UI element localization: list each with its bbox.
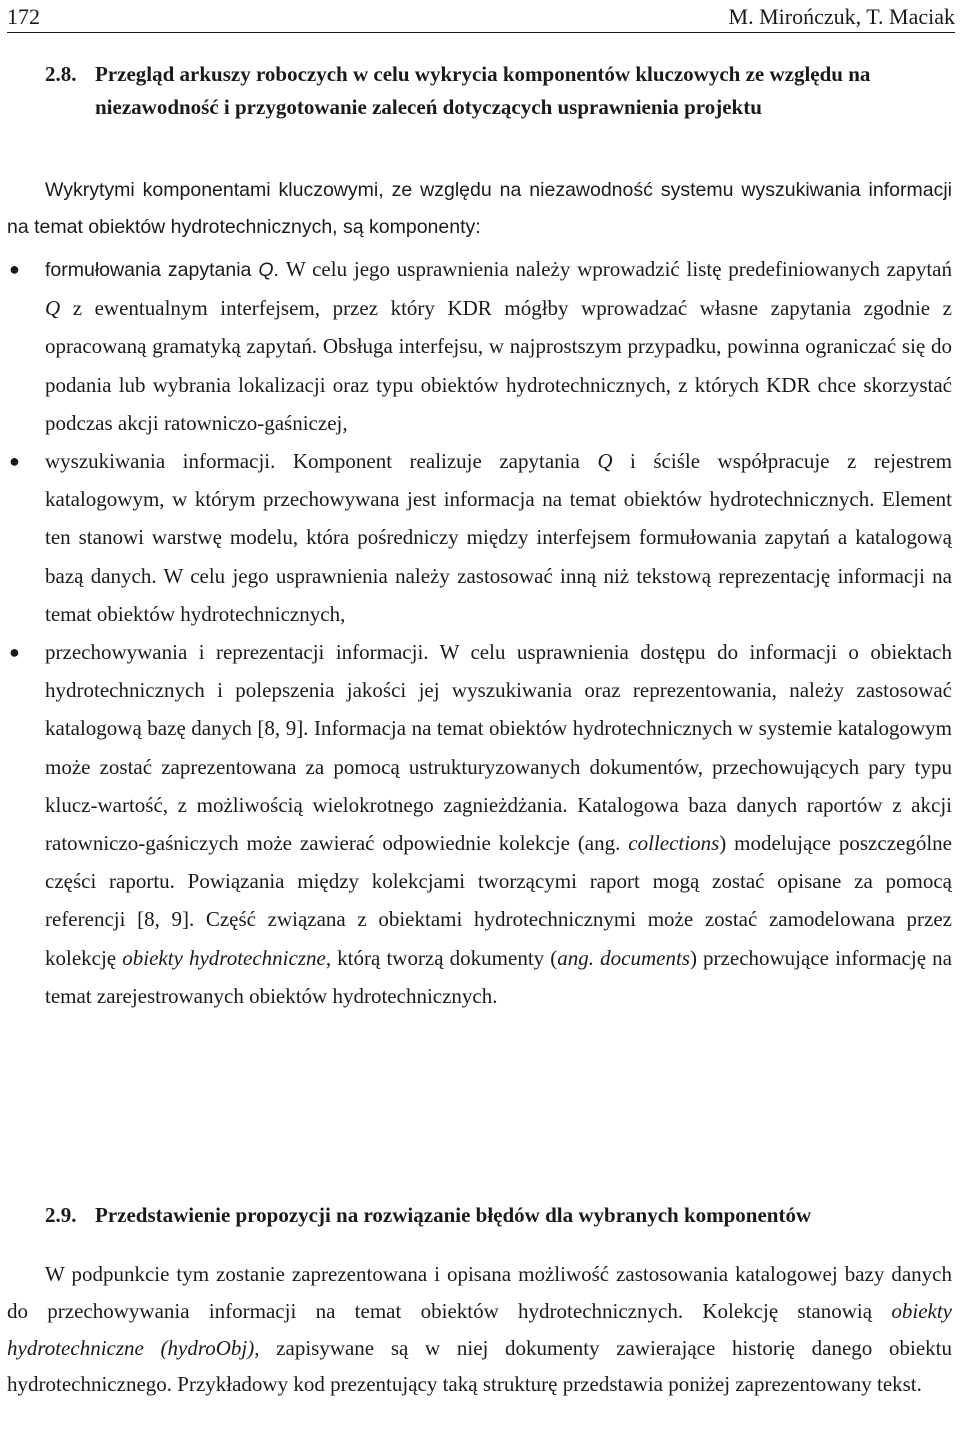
bullet-icon: ●: [9, 451, 20, 472]
key-components-list: [9, 250, 952, 1015]
section-intro-paragraph: Wykrytymi komponentami kluczowymi, ze względu na niezawodność systemu wyszukiwania informacji na temat obiektów hydrotechnicznych, są komponenty:: [7, 179, 952, 238]
page-number: 172: [7, 4, 40, 29]
section-heading-2-8: [45, 58, 952, 124]
section-number: 2.9.: [45, 1203, 77, 1227]
section-number: 2.8.: [45, 62, 77, 86]
section-2-9-paragraph: W podpunkcie tym zostanie zaprezentowana i opisana możliwość zastosowania katalogowej bazy danych do przechowywania informacji na temat obiektów hydrotechnicznych. Kolekcję stanowią obiekty hydrotechniczne (hydroObj), zapisywane są w niej dokumenty zawierające historię danego obiektu hydrotechnicznego. Przykładowy kod prezentujący taką strukturę przedstawia poniżej zaprezentowany tekst.: [7, 1262, 952, 1397]
list-item: ● formułowania zapytania Q. W celu jego usprawnienia należy wprowadzić listę predefiniowanych zapytań Q z ewentualnym interfejsem, przez który KDR mógłby wprowadzać własne zapytania zgodnie z opracowaną gramatyką zapytań. Obsługa interfejsu, w najprostszym przypadku, powinna ograniczać się do podania lub wybrania lokalizacji oraz typu obiektów hydrotechnicznych, z których KDR chce skorzystać podczas akcji ratowniczo-gaśniczej,: [45, 250, 952, 442]
running-header: [7, 2, 955, 32]
header-rule: [7, 32, 955, 33]
bullet-icon: ●: [9, 259, 20, 279]
section-title: Przegląd arkuszy roboczych w celu wykrycia komponentów kluczowych ze względu na niezawodność i przygotowanie zaleceń dotyczących usprawnienia projektu: [95, 62, 871, 119]
list-item: ● przechowywania i reprezentacji informacji. W celu usprawnienia dostępu do informacji o obiektach hydrotechnicznych i polepszenia jakości jej wyszukiwania oraz reprezentowania, należy zastosować katalogową bazę danych [8, 9]. Informacja na temat obiektów hydrotechnicznych w systemie katalogowym może zostać zaprezentowana za pomocą ustrukturyzowanych dokumentów, przechowujących pary typu klucz-wartość, z możliwością wielokrotnego zagnieżdżania. Katalogowa baza danych raportów z akcji ratowniczo-gaśniczych może zawierać odpowiednie kolekcje (ang. collections) modelujące poszczególne części raportu. Powiązania między kolekcjami tworzącymi raport mogą zostać opisane za pomocą referencji [8, 9]. Część związana z obiektami hydrotechnicznymi może zostać zamodelowana przez kolekcję obiekty hydrotechniczne, którą tworzą dokumenty (ang. documents) przechowujące informację na temat zarejestrowanych obiektów hydrotechnicznych.: [45, 633, 952, 1015]
list-item: ● wyszukiwania informacji. Komponent realizuje zapytania Q i ściśle współpracuje z rejestrem katalogowym, w którym przechowywana jest informacja na temat obiektów hydrotechnicznych. Element ten stanowi warstwę modelu, która pośredniczy między interfejsem formułowania zapytań a katalogową bazą danych. W celu jego usprawnienia należy zastosować inną niż tekstową reprezentację informacji na temat obiektów hydrotechnicznych,: [45, 442, 952, 633]
running-header-authors: M. Mirończuk, T. Maciak: [728, 4, 955, 29]
section-title: Przedstawienie propozycji na rozwiązanie błędów dla wybranych komponentów: [95, 1203, 812, 1227]
section-heading-2-9: [45, 1199, 952, 1232]
bullet-icon: ●: [9, 642, 20, 663]
